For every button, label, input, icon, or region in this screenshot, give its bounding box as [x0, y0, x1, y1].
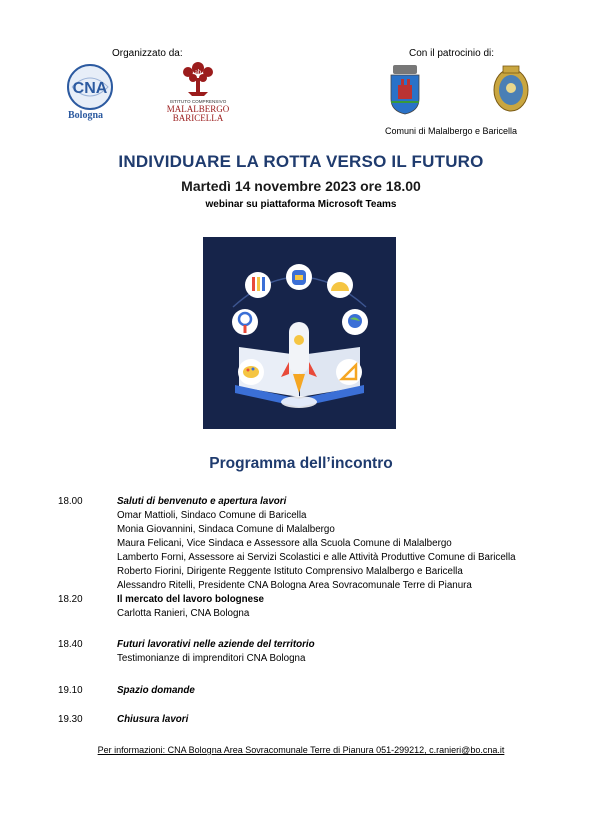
malalbergo-crest [490, 62, 532, 114]
event-platform: webinar su piattaforma Microsoft Teams [205, 199, 397, 210]
program-heading: Chiusura lavori [117, 714, 189, 725]
program-time: 18.00 [58, 496, 83, 507]
school-logo-top: ISTITUTO COMPRENSIVO [169, 99, 227, 104]
program-line: Testimonianze di imprenditori CNA Bologna [117, 653, 306, 664]
program-heading: Saluti di benvenuto e apertura lavori [117, 496, 287, 507]
hero-illustration [203, 237, 396, 429]
svg-text:ab: ab [194, 68, 202, 76]
program-line: Alessandro Ritelli, Presidente CNA Bologna Area Sovracomunale Terre di Pianura [117, 580, 472, 591]
cna-bologna-logo [62, 63, 118, 123]
organized-by-label: Organizzato da: [112, 48, 183, 59]
school-logo-name2: BARICELLA [172, 113, 224, 122]
program-time: 18.40 [58, 639, 83, 650]
event-title: INDIVIDUARE LA ROTTA VERSO IL FUTURO [118, 152, 484, 171]
school-logo [158, 60, 238, 122]
school-logo-name1: MALALBERGO [166, 104, 230, 114]
program-heading: Il mercato del lavoro bolognese [117, 594, 264, 605]
program-time: 19.30 [58, 714, 83, 725]
program-heading: Spazio domande [117, 685, 195, 696]
baricella-crest [388, 63, 422, 115]
program-line: Monia Giovannini, Sindaca Comune di Malalbergo [117, 524, 335, 535]
contact-info: Per informazioni: CNA Bologna Area Sovracomunale Terre di Pianura 051-299212, c.ranieri@bo.cna.it [97, 745, 505, 755]
program-line: Omar Mattioli, Sindaco Comune di Baricella [117, 510, 307, 521]
program-title: Programma dell’incontro [209, 455, 393, 472]
program-line: Carlotta Ranieri, CNA Bologna [117, 608, 250, 619]
program-time: 18.20 [58, 594, 83, 605]
program-heading: Futuri lavorativi nelle aziende del territorio [117, 639, 315, 650]
program-line: Maura Felicani, Vice Sindaca e Assessore alla Scuola Comune di Malalbergo [117, 538, 452, 549]
cna-city: Bologna [68, 110, 104, 121]
program-line: Lamberto Forni, Assessore ai Servizi Scolastici e alle Attività Produttive Comune di Baricella [117, 552, 516, 563]
program-time: 19.10 [58, 685, 83, 696]
comuni-label: Comuni di Malalbergo e Baricella [385, 126, 518, 136]
event-date: Martedì 14 novembre 2023 ore 18.00 [181, 178, 421, 194]
cna-logo-text: CNA [72, 80, 108, 97]
program-line: Roberto Fiorini, Dirigente Reggente Istituto Comprensivo Malalbergo e Baricella [117, 566, 463, 577]
patronage-label: Con il patrocinio di: [409, 48, 495, 59]
